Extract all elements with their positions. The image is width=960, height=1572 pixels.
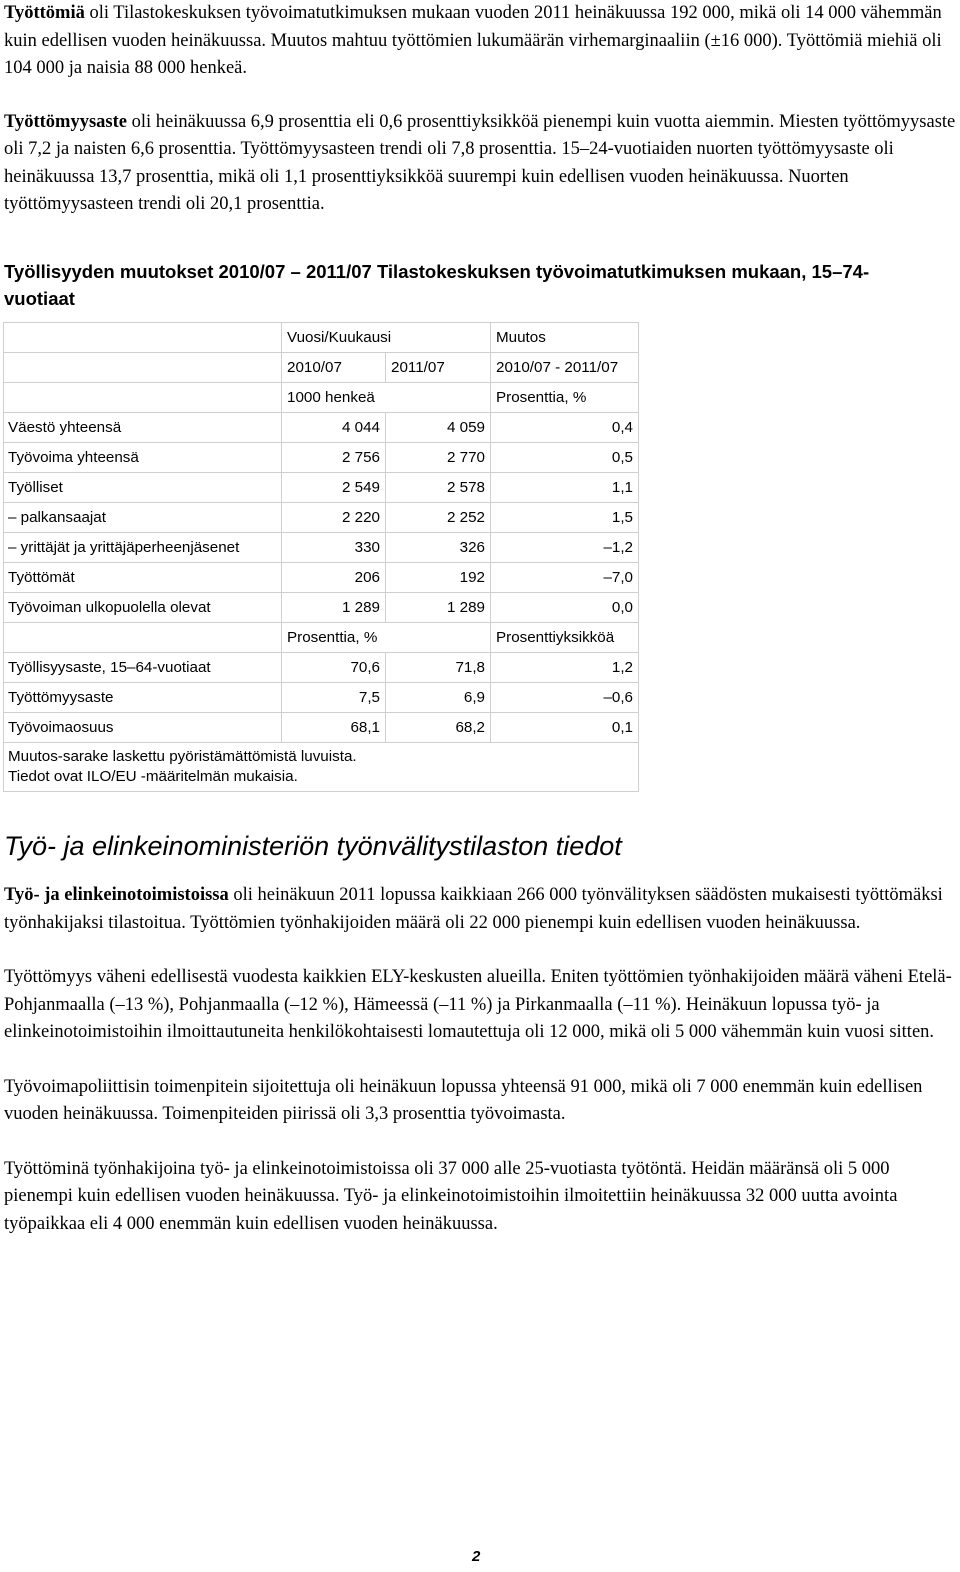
value-2010-07: 206 [282, 563, 386, 593]
section-paragraph-3: Työvoimapoliittisin toimenpitein sijoitettuja oli heinäkuun lopussa yhteensä 91 000, mikä oli 7 000 enemmän kuin edellisen vuoden heinäkuussa. Toimenpiteiden piirissä oli 3,3 prosenttia työvoimasta. [4, 1076, 923, 1124]
header-row-3 [4, 383, 639, 413]
value-change: 1,5 [491, 503, 639, 533]
value-2011-07: 326 [386, 533, 491, 563]
intro-paragraph-rate-text: oli heinäkuussa 6,9 prosenttia eli 0,6 prosenttiyksikköä pienempi kuin vuotta aiemmin. Miesten työttömyysaste oli 7,2 ja naisten 6,6 prosenttia. Työttömyysasteen trendi oli 7,8 prosenttia. 15–24-vuotiaiden nuorten työttömyysaste oli heinäkuussa 13,7 prosenttia, mikä oli 1,1 prosenttiyksikköä suurempi kuin edellisen vuoden heinäkuussa. Nuorten työttömyysasteen trendi oli 20,1 prosenttia. [4, 111, 956, 214]
header-unit-thousand-persons: 1000 henkeä [282, 383, 491, 413]
table-row [4, 683, 639, 713]
row-label: Työvoima yhteensä [4, 443, 282, 473]
intro-text [4, 0, 958, 245]
row-label: Väestö yhteensä [4, 413, 282, 443]
row-label: Työttömät [4, 563, 282, 593]
table-row [4, 593, 639, 623]
header-unit-percentage-points: Prosenttiyksikköä [491, 623, 639, 653]
value-2010-07: 2 549 [282, 473, 386, 503]
header-empty [4, 353, 282, 383]
value-change: –0,6 [491, 683, 639, 713]
table-note-definition: Tiedot ovat ILO/EU -määritelmän mukaisia. [8, 768, 298, 785]
value-2011-07: 4 059 [386, 413, 491, 443]
value-2011-07: 6,9 [386, 683, 491, 713]
section-paragraph-1 [4, 882, 958, 937]
table-note-row [4, 743, 639, 792]
row-label: – palkansaajat [4, 503, 282, 533]
value-change: 0,1 [491, 713, 639, 743]
term-unemployed: Työttömiä [4, 3, 85, 23]
value-2010-07: 70,6 [282, 653, 386, 683]
header-unit-percent: Prosenttia, % [491, 383, 639, 413]
section-heading: Työ- ja elinkeinoministeriön työnvälitystilaston tiedot [4, 831, 622, 861]
intro-paragraph-rate [4, 109, 958, 219]
value-change: –1,2 [491, 533, 639, 563]
row-label: Työlliset [4, 473, 282, 503]
value-2011-07: 68,2 [386, 713, 491, 743]
unit-header-row [4, 623, 639, 653]
table-row [4, 503, 639, 533]
value-2011-07: 1 289 [386, 593, 491, 623]
value-2010-07: 68,1 [282, 713, 386, 743]
table-title: Työllisyyden muutokset 2010/07 – 2011/07 Tilastokeskuksen työvoimatutkimuksen mukaan, 15–74-vuotiaat [4, 261, 870, 309]
table-row [4, 533, 639, 563]
header-col-change-period: 2010/07 - 2011/07 [491, 353, 639, 383]
intro-paragraph-unemployed-text: oli Tilastokeskuksen työvoimatutkimuksen mukaan vuoden 2011 heinäkuussa 192 000, mikä oli 14 000 vähemmän kuin edellisen vuoden heinäkuussa. Muutos mahtuu työttömien lukumäärän virhemarginaaliin (±16 000). Työttömiä miehiä oli 104 000 ja naisia 88 000 henkeä. [4, 3, 942, 78]
header-col-2010-07: 2010/07 [282, 353, 386, 383]
value-change: 1,2 [491, 653, 639, 683]
table-row [4, 653, 639, 683]
value-2011-07: 192 [386, 563, 491, 593]
table-row [4, 563, 639, 593]
header-empty [4, 323, 282, 353]
term-employment-offices: Työ- ja elinkeinotoimistoissa [4, 885, 229, 905]
table-note [4, 743, 639, 792]
row-label: Työttömyysaste [4, 683, 282, 713]
value-2011-07: 2 578 [386, 473, 491, 503]
row-label: Työvoimaosuus [4, 713, 282, 743]
value-2011-07: 2 252 [386, 503, 491, 533]
value-change: 1,1 [491, 473, 639, 503]
row-label: Työvoiman ulkopuolella olevat [4, 593, 282, 623]
page-number: 2 [472, 1548, 481, 1565]
row-label: – yrittäjät ja yrittäjäperheenjäsenet [4, 533, 282, 563]
table-row [4, 713, 639, 743]
value-2010-07: 2 756 [282, 443, 386, 473]
intro-paragraph-unemployed [4, 0, 958, 83]
table-row [4, 473, 639, 503]
table-note-rounding: Muutos-sarake laskettu pyöristämättömistä luvuista. [8, 748, 357, 765]
value-2011-07: 71,8 [386, 653, 491, 683]
header-empty [4, 623, 282, 653]
section-body [4, 882, 958, 1265]
value-2010-07: 330 [282, 533, 386, 563]
header-row-2 [4, 353, 639, 383]
header-year-month: Vuosi/Kuukausi [282, 323, 491, 353]
section-paragraph-1-text: oli heinäkuun 2011 lopussa kaikkiaan 266 000 työnvälityksen säädösten mukaisesti työttömäksi työnhakijaksi tilastoitua. Työttömien työnhakijoiden määrä oli 22 000 pienempi kuin edellisen vuoden heinäkuussa. [4, 885, 943, 933]
header-empty [4, 383, 282, 413]
section-paragraph-4: Työttöminä työnhakijoina työ- ja elinkeinotoimistoissa oli 37 000 alle 25-vuotiasta työtöntä. Heidän määränsä oli 5 000 pienempi kuin edellisen vuoden heinäkuussa. Työ- ja elinkeinotoimistoihin ilmoitettiin heinäkuussa 32 000 uutta avointa työpaikkaa eli 4 000 enemmän kuin edellisen vuoden heinäkuussa. [4, 1158, 898, 1234]
value-2010-07: 1 289 [282, 593, 386, 623]
table-row [4, 413, 639, 443]
value-2011-07: 2 770 [386, 443, 491, 473]
value-2010-07: 7,5 [282, 683, 386, 713]
value-change: 0,4 [491, 413, 639, 443]
header-change: Muutos [491, 323, 639, 353]
value-2010-07: 2 220 [282, 503, 386, 533]
value-2010-07: 4 044 [282, 413, 386, 443]
value-change: 0,0 [491, 593, 639, 623]
table-row [4, 443, 639, 473]
term-unemployment-rate: Työttömyysaste [4, 111, 127, 132]
header-row-1 [4, 323, 639, 353]
header-unit-percent-value: Prosenttia, % [282, 623, 491, 653]
employment-table [3, 322, 639, 792]
value-change: –7,0 [491, 563, 639, 593]
value-change: 0,5 [491, 443, 639, 473]
header-col-2011-07: 2011/07 [386, 353, 491, 383]
row-label: Työllisyysaste, 15–64-vuotiaat [4, 653, 282, 683]
section-paragraph-2: Työttömyys väheni edellisestä vuodesta kaikkien ELY-keskusten alueilla. Eniten työttömien työnhakijoiden määrä väheni Etelä-Pohjanmaalla (–13 %), Pohjanmaalla (–12 %), Hämeessä (–11 %) ja Pirkanmaalla (–11 %). Heinäkuun lopussa työ- ja elinkeinotoimistoihin ilmoittautuneita henkilökohtaisesti lomautettuja oli 12 000, mikä oli 5 000 vähemmän kuin vuosi sitten. [4, 967, 952, 1042]
